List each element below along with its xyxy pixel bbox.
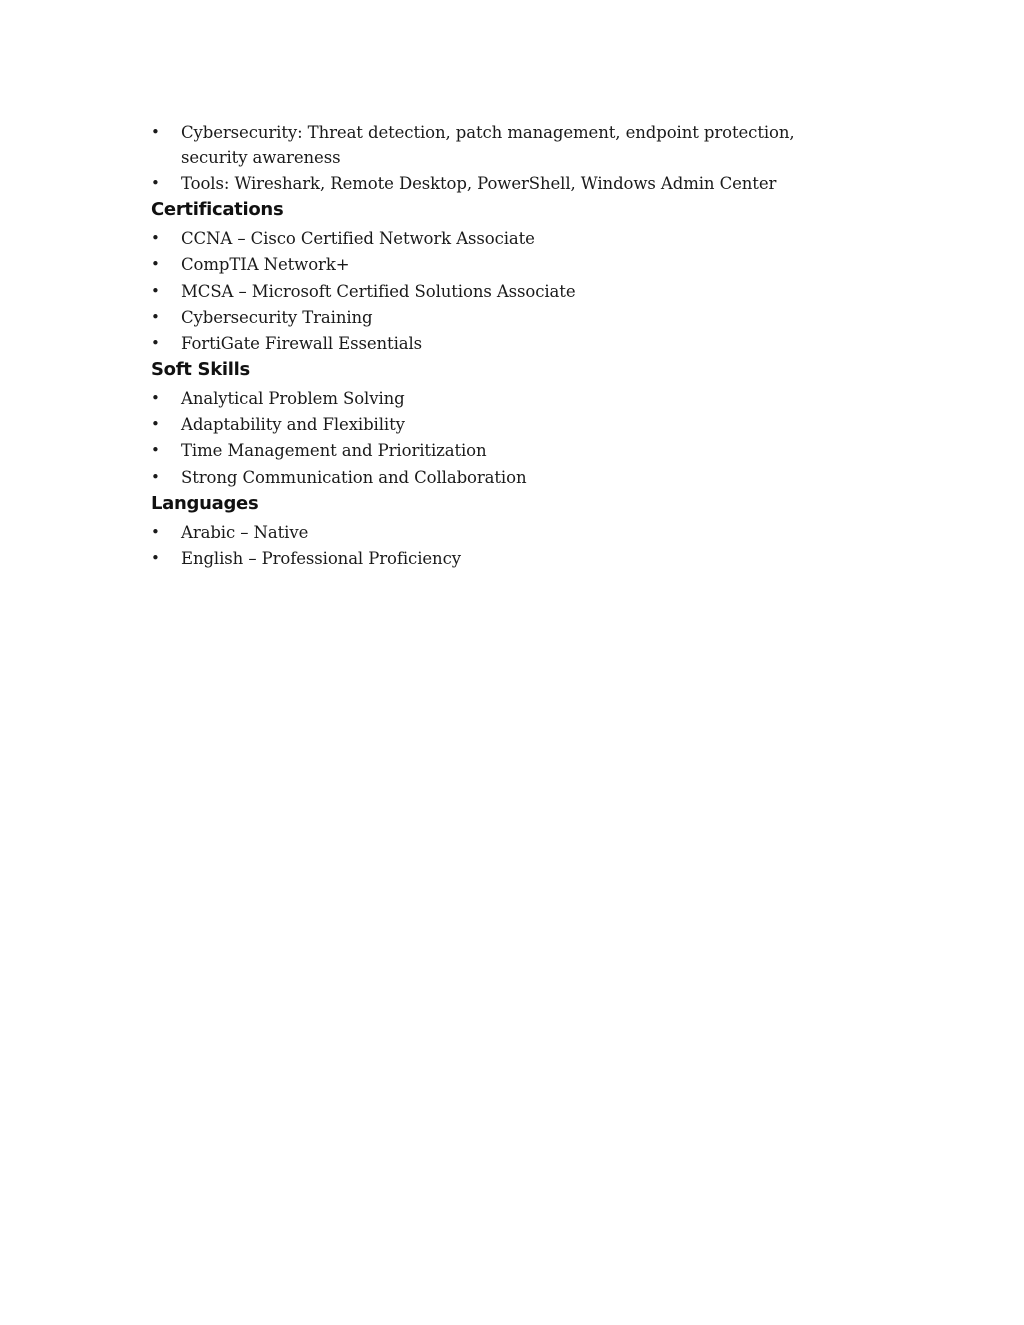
soft-skill-item — [151, 412, 851, 437]
skill-item-text: Tools: Wireshark, Remote Desktop, PowerShell, Windows Admin Center — [181, 174, 777, 194]
soft-skill-item-text: Analytical Problem Solving — [181, 388, 405, 408]
languages-list — [151, 520, 851, 571]
soft-skill-item-text: Strong Communication and Collaboration — [181, 467, 527, 487]
certification-item — [151, 252, 851, 277]
bullet-icon: • — [151, 174, 160, 193]
soft-skill-item-text: Adaptability and Flexibility — [181, 415, 405, 435]
skill-item-text: Cybersecurity: Threat detection, patch management, endpoint protection, security awareness — [181, 123, 795, 167]
soft-skills-list — [151, 386, 851, 490]
certification-item-text: CompTIA Network+ — [181, 255, 350, 275]
bullet-icon: • — [151, 415, 160, 434]
soft-skill-item — [151, 465, 851, 490]
bullet-icon: • — [151, 307, 160, 326]
skills-list — [151, 120, 851, 196]
soft-skills-heading: Soft Skills — [151, 358, 250, 380]
languages-heading: Languages — [151, 492, 259, 514]
bullet-icon: • — [151, 123, 160, 141]
certification-item — [151, 331, 851, 356]
soft-skill-item — [151, 386, 851, 411]
resume-content — [151, 120, 851, 572]
soft-skill-item — [151, 438, 851, 463]
bullet-icon: • — [151, 548, 160, 567]
soft-skill-item-text: Time Management and Prioritization — [181, 441, 487, 461]
certification-item-text: MCSA – Microsoft Certified Solutions Associate — [181, 281, 576, 301]
certifications-heading: Certifications — [151, 199, 284, 221]
skill-item — [151, 171, 851, 196]
certification-item — [151, 279, 851, 304]
certification-item — [151, 305, 851, 330]
bullet-icon: • — [151, 229, 160, 248]
certification-item-text: CCNA – Cisco Certified Network Associate — [181, 229, 535, 249]
language-item-text: English – Professional Proficiency — [181, 548, 461, 568]
bullet-icon: • — [151, 441, 160, 460]
language-item — [151, 520, 851, 545]
bullet-icon: • — [151, 388, 160, 407]
certification-item — [151, 226, 851, 251]
certification-item-text: Cybersecurity Training — [181, 307, 373, 327]
bullet-icon: • — [151, 522, 160, 541]
language-item — [151, 546, 851, 571]
language-item-text: Arabic – Native — [181, 522, 309, 542]
bullet-icon: • — [151, 333, 160, 352]
bullet-icon: • — [151, 281, 160, 300]
certifications-list — [151, 226, 851, 356]
bullet-icon: • — [151, 255, 160, 274]
certification-item-text: FortiGate Firewall Essentials — [181, 333, 423, 353]
skill-item — [151, 120, 851, 170]
bullet-icon: • — [151, 467, 160, 486]
